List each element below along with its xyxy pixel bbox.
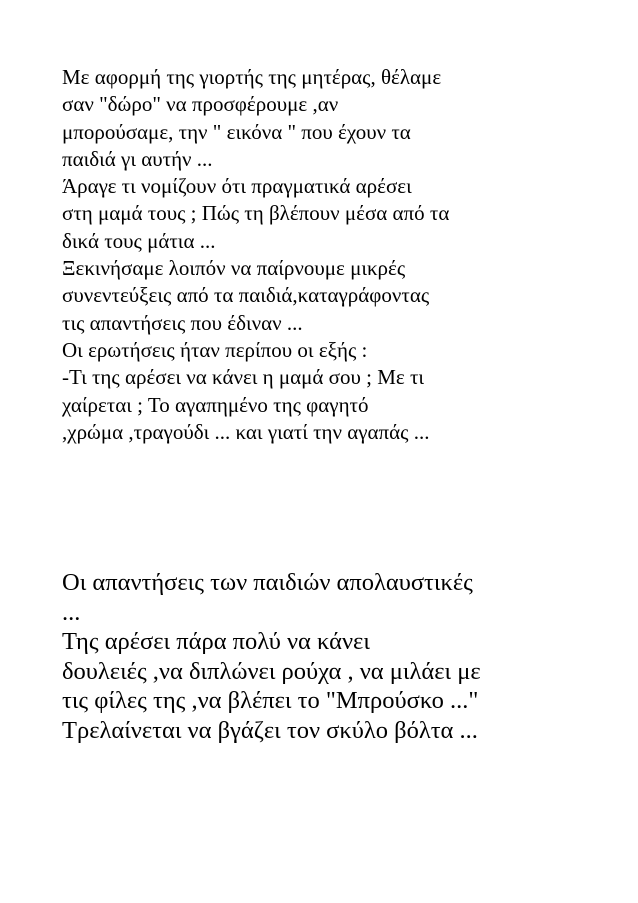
text-line: χαίρεται ; Το αγαπημένο της φαγητό (62, 392, 369, 417)
intro-paragraph (62, 64, 449, 446)
text-line: τις φίλες της ,να βλέπει το "Μπρούσκο ..." (62, 687, 479, 714)
text-line: Άραγε τι νομίζουν ότι πραγματικά αρέσει (62, 174, 412, 199)
text-line: Τρελαίνεται να βγάζει τον σκύλο βόλτα ... (62, 716, 478, 744)
text-line: Της αρέσει πάρα πολύ να κάνει (62, 628, 370, 655)
text-line: Οι ερωτήσεις ήταν περίπου οι εξής : (62, 337, 368, 362)
text-line: μπορούσαμε, την " εικόνα " που έχουν τα (62, 119, 411, 144)
answers-paragraph (62, 568, 481, 745)
text-line: Οι απαντήσεις των παιδιών απολαυστικές (62, 569, 473, 596)
text-line: τις απαντήσεις που έδιναν ... (62, 310, 303, 335)
text-line: -Τι της αρέσει να κάνει η μαμά σου ; Με τι (62, 365, 425, 390)
text-line: δικά τους μάτια ... (62, 228, 216, 253)
text-line: στη μαμά τους ; Πώς τη βλέπουν μέσα από τα (62, 201, 450, 226)
text-line: παιδιά γι αυτήν ... (62, 146, 213, 171)
text-line: Με αφορμή της γιορτής της μητέρας, θέλαμε (62, 65, 442, 89)
text-line: ,χρώμα ,τραγούδι ... και γιατί την αγαπάς ... (62, 419, 430, 444)
text-line: ... (62, 598, 81, 626)
text-line: σαν "δώρο" να προσφέρουμε ,αν (62, 92, 339, 117)
text-line: δουλειές ,να διπλώνει ρούχα , να μιλάει με (62, 657, 481, 685)
text-line: συνεντεύξεις από τα παιδιά,καταγράφοντας (62, 283, 430, 308)
text-line: Ξεκινήσαμε λοιπόν να παίρνουμε μικρές (62, 256, 406, 281)
